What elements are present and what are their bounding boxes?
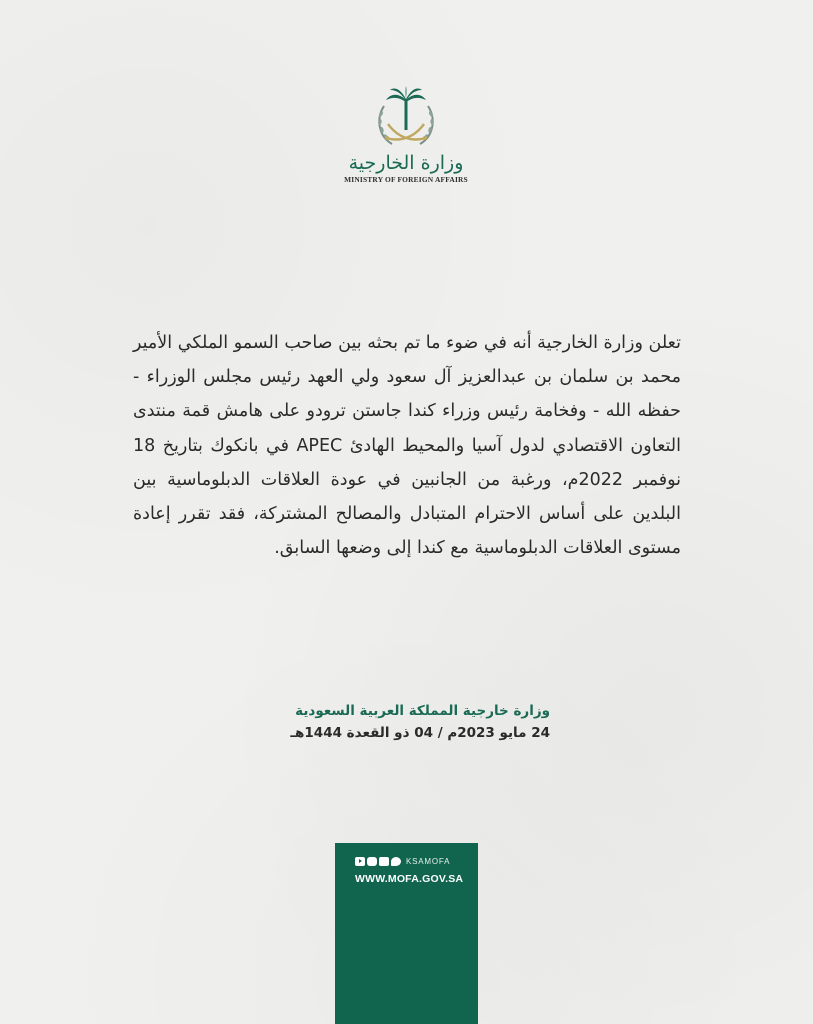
facebook-icon[interactable]	[379, 857, 389, 866]
signature-organization: وزارة خارجية المملكة العربية السعودية	[295, 703, 550, 719]
ministry-name-english: MINISTRY OF FOREIGN AFFAIRS	[344, 175, 468, 184]
ministry-logo	[336, 86, 476, 202]
website-link[interactable]: WWW.MOFA.GOV.SA	[355, 873, 464, 885]
ministry-name-arabic: وزارة الخارجية	[348, 152, 464, 174]
youtube-icon[interactable]	[355, 857, 365, 866]
signature-date: 24 مايو 2023م / 04 ذو القعدة 1444هـ	[290, 725, 550, 741]
official-statement: تعلن وزارة الخارجية أنه في ضوء ما تم بحثه بين صاحب السمو الملكي الأمير محمد بن سلمان بن عبدالعزيز آل سعود ولي العهد رئيس مجلس الوزراء - حفظه الله - وفخامة رئيس وزراء كندا جاستن ترودو على هامش قمة منتدى التعاون الاقتصادي لدول آسيا والمحيط الهادئ APEC في بانكوك بتاريخ 18 نوفمبر 2022م، ورغبة من الجانبين في عودة العلاقات الدبلوماسية بين البلدين على أساس الاحترام المتبادل والمصالح المشتركة، فقد تقرر إعادة مستوى العلاقات الدبلوماسية مع كندا إلى وضعها السابق.	[133, 333, 681, 559]
signature-block	[240, 700, 550, 744]
palm-swords-emblem	[370, 86, 442, 152]
social-links	[355, 857, 450, 866]
footer-contact-panel	[335, 843, 478, 1024]
instagram-icon[interactable]	[367, 857, 377, 866]
twitter-icon[interactable]	[391, 857, 401, 866]
social-handle[interactable]: KSAMOFA	[406, 857, 451, 866]
